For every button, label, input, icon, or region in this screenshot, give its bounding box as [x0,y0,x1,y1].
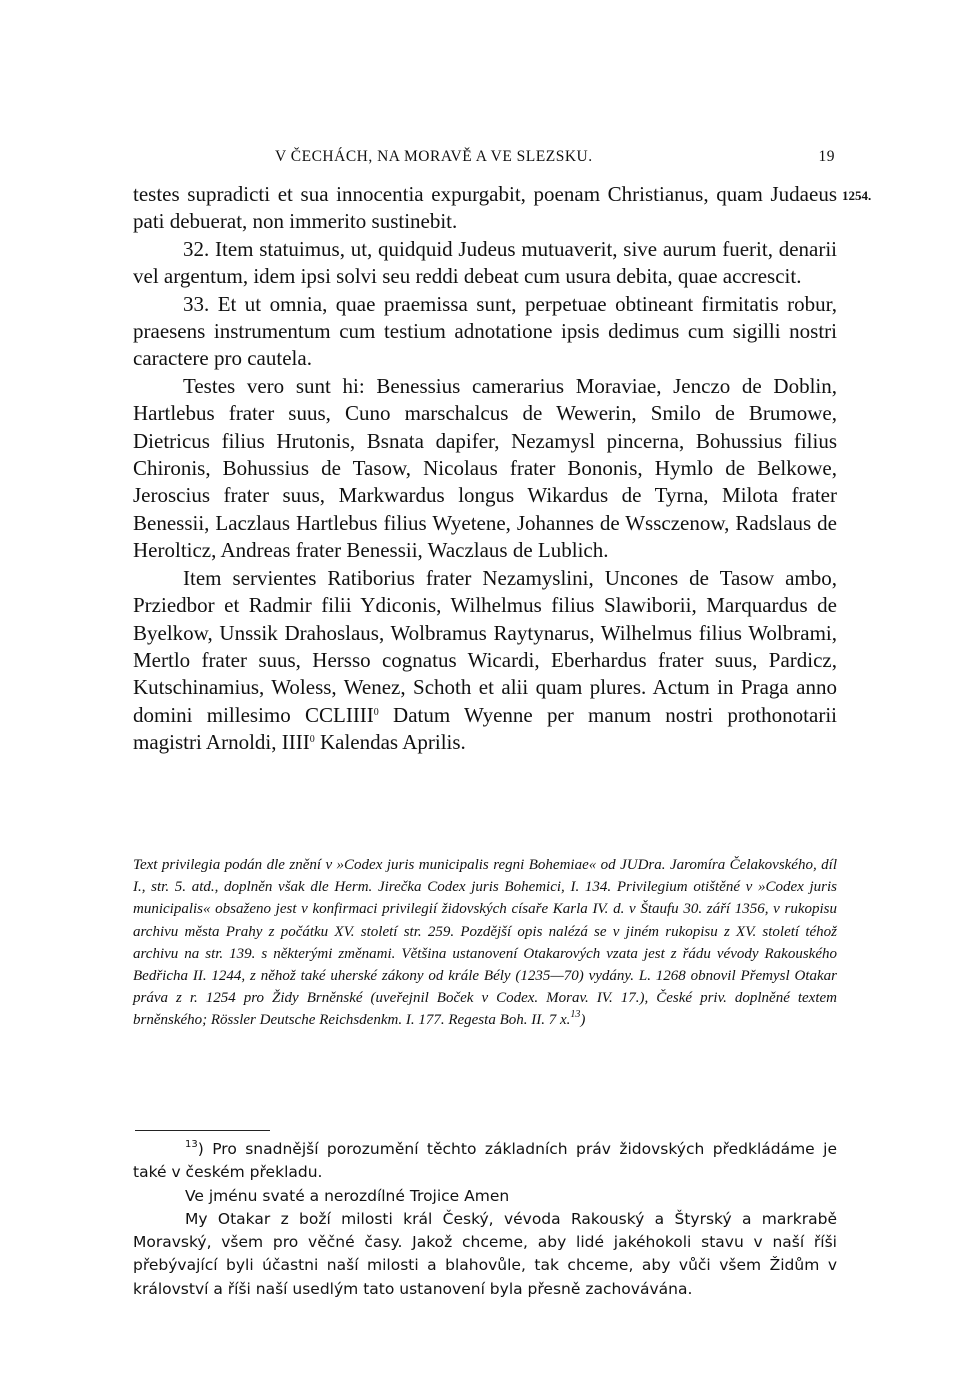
margin-year: 1254. [842,188,872,203]
paragraph-servants [133,565,837,757]
page-number: 19 [818,148,835,165]
main-text [133,181,837,757]
editorial-note [133,854,837,1032]
editorial-note-text [133,854,837,1032]
footnote-marker: 13 [185,1139,198,1150]
footnote-intro-text: ) Pro snadnější porozumění těchto základních práv židovských předkládáme je také v českém překladu. [133,1140,837,1182]
paragraph-1: testes supradicti et sua innocentia expurgabit, poenam Christianus, quam Judaeus pati debuerat, non immerito sustinebit. [133,182,837,234]
footnote [133,1138,837,1301]
footnote-reference[interactable]: 13 [570,1009,581,1021]
footnote-divider [135,1130,270,1131]
footnote-intro [133,1138,837,1185]
degree-mark: 0 [373,706,379,718]
note-body: Text privilegia podán dle znění v »Codex juris municipalis regni Bohemiae« od JUDra. Jaromíra Čelakovského, díl I., str. 5. atd., doplněn však dle Herm. Jirečka Codex juris Bohemici, I. 134. Privilegium otištěné v »Codex juris municipalis« obsaženo jest v konfirmaci privilegií židovských císaře Karla IV. d. v Štaufu 30. září 1356, v rukopisu archivu města Prahy z počátku XV. století str. 259. Pozdější opis nalézá se v jiném rukopisu z XV. století téhož archivu na str. 139. s některými změnami. Většina ustanovení Otakarových vzata jest z řádu vévody Rakouského Bedřicha II. 1244, z něhož také uherské zákony od krále Bély (1235—70) vydány. L. 1268 obnovil Přemysl Otakar práva z r. 1254 pro Židy Brněnské (uveřejnil Boček v Codex. Morav. IV. 17.), České priv. doplněné textem brněnského; Rössler Deutsche Reichsdenkm. I. 177. Regesta Boh. II. 7 x. [133,857,837,1029]
dating-text: Datum Wyenne per manum nostri prothonotarii magistri Arnoldi, IIII [133,702,837,755]
kalends-text: Kalendas Aprilis. [314,730,466,755]
footnote-invocation: Ve jménu svaté a nerozdílné Trojice Amen [185,1186,510,1205]
paragraph-33: 33. Et ut omnia, quae praemissa sunt, perpetuae obtineant firmitatis robur, praesens instrumentum cum testium adnotatione ipsis dedimus cum sigilli nostri caractere pro cautela. [133,291,837,371]
footnote-translation: My Otakar z boží milosti král Český, vévoda Rakouský a Štyrský a markrabě Moravský, všem pro věčné časy. Jakož chceme, aby lidé jakéhokoli stavu v naší říši přebývající byli účastni naší milosti a blahovůle, tak chceme, aby vůči všem Židům v království a říši naší usedlým tato ustanovení byla přesně zachovávána. [133,1209,837,1298]
note-close: ) [580,1012,586,1029]
degree-mark: 0 [309,734,315,746]
paragraph-32: 32. Item statuimus, ut, quidquid Judeus mutuaverit, sive aurum fuerit, denarii vel argentum, idem ipsi solvi seu reddi debeat cum usura debita, quae accrescit. [133,236,837,289]
paragraph-witnesses: Testes vero sunt hi: Benessius camerarius Moraviae, Jenczo de Doblin, Hartlebus frater suus, Cuno marschalcus de Wewerin, Smilo de Brumowe, Dietricus filius Hrutonis, Bsnata dapifer, Nezamysl pincerna, Bohussius filius Chironis, Bohussius de Tasow, Nicolaus frater Bononis, Hymlo de Belkowe, Jeroscius frater suus, Markwardus longus Wikardus de Tyrna, Milota frater Benessii, Laczlaus Hartlebus filius Wyetene, Johannes de Wssczenow, Radslaus de Herolticz, Andreas frater Benessii, Waczlaus de Lublich. [133,373,837,563]
servants-text: Item servientes Ratiborius frater Nezamyslini, Uncones de Tasow ambo, Prziedbor et Radmir filii Ydiconis, Wilhelmus filius Slawiborii, Marquardus de Byelkow, Unssik Drahoslaus, Wolbramus Raytynarus, Wilhelmus filius Wolbrami, Mertlo frater suus, Hersso cognatus Wicardi, Eberhardus frater suus, Pardicz, Kutschinamius, Woless, Wenez, Schoth et alii quam plures. Actum in Praga anno domini millesimo CCLIIII [133,565,837,727]
running-title: V ČECHÁCH, NA MORAVĚ A VE SLEZSKU. [275,148,593,165]
